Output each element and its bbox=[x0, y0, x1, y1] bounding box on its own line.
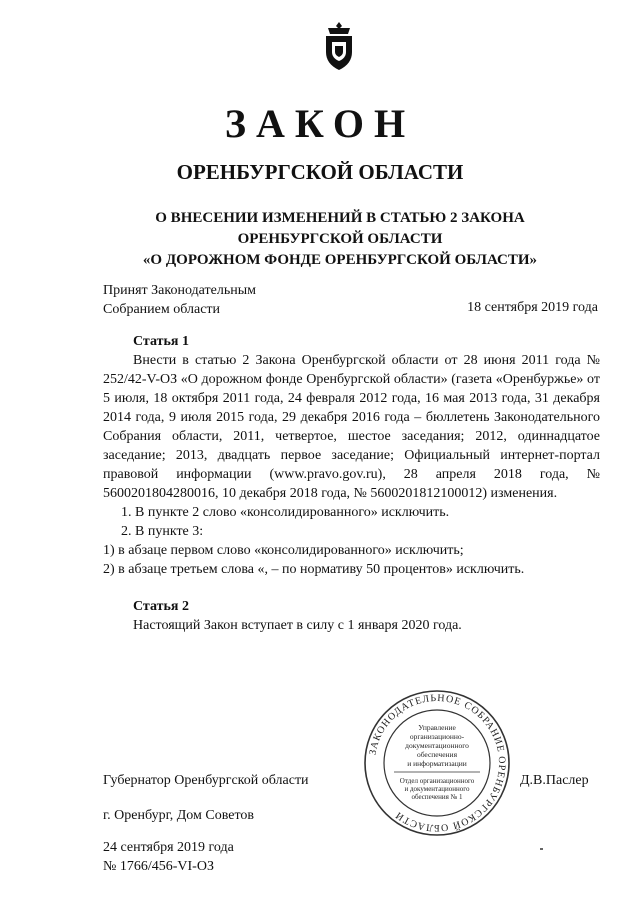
stamp-line: обеспечения bbox=[416, 750, 458, 759]
stamp-line: организационно- bbox=[409, 732, 465, 741]
adoption-block bbox=[103, 281, 256, 319]
stamp-line: и информатизации bbox=[407, 759, 467, 768]
article-2-title: Статья 2 bbox=[133, 599, 189, 614]
article-1-item-2: 2. В пункте 3: bbox=[121, 524, 204, 539]
signer-name: Д.В.Паслер bbox=[520, 773, 589, 788]
article-2-text: Настоящий Закон вступает в силу с 1 января 2020 года. bbox=[133, 618, 462, 633]
stamp-dept-line: и документационного bbox=[404, 785, 470, 793]
article-1 bbox=[103, 332, 600, 579]
signing-place: г. Оренбург, Дом Советов bbox=[103, 808, 254, 823]
stamp-line: Управление bbox=[418, 723, 456, 732]
heading-line: «О ДОРОЖНОМ ФОНДЕ ОРЕНБУРГСКОЙ ОБЛАСТИ» bbox=[142, 252, 538, 268]
stamp-line: документационного bbox=[405, 741, 469, 750]
stamp-ring-text: ЗАКОНОДАТЕЛЬНОЕ СОБРАНИЕ ОРЕНБУРГСКОЙ ОБЛАСТИ bbox=[367, 692, 508, 834]
adoption-date: 18 сентября 2019 года bbox=[467, 300, 598, 315]
adoption-line-1: Принят Законодательным bbox=[103, 283, 256, 298]
article-2 bbox=[103, 597, 600, 635]
document-subtitle: ОРЕНБУРГСКОЙ ОБЛАСТИ bbox=[176, 160, 464, 184]
governor-title: Губернатор Оренбургской области bbox=[103, 773, 309, 788]
law-number: № 1766/456-VI-ОЗ bbox=[103, 859, 214, 874]
scan-speck bbox=[540, 848, 543, 850]
stamp-dept-line: обеспечения № 1 bbox=[411, 793, 463, 801]
law-heading bbox=[100, 208, 580, 271]
article-1-title: Статья 1 bbox=[133, 334, 189, 349]
article-1-intro: Внести в статью 2 Закона Оренбургской области от 28 июня 2011 года № 252/42-V-ОЗ «О дорожном фонде Оренбургской области» (газета «Оренбуржье» от 5 июля, 18 октября 2011 года, 24 февраля 2012 года, 16 мая 2013 года, 31 декабря 2014 года, 9 июля 2015 года, 29 декабря 2016 года – бюллетень Законодательного Собрания области, 2011, четвертое, шестое заседания; 2012, одиннадцатое заседание; 2013, двадцать первое заседание; Официальный интернет-портал правовой информации (www.pravo.gov.ru), 28 апреля 2018 года, № 5600201804280016, 10 декабря 2018 года, № 5600201812100012) изменения. bbox=[103, 353, 600, 501]
article-1-subitem-1: 1) в абзаце первом слово «консолидированного» исключить; bbox=[103, 543, 464, 558]
heading-line: О ВНЕСЕНИИ ИЗМЕНЕНИЙ В СТАТЬЮ 2 ЗАКОНА bbox=[155, 210, 525, 226]
heading-line: ОРЕНБУРГСКОЙ ОБЛАСТИ bbox=[237, 231, 443, 247]
document-title: ЗАКОН bbox=[224, 101, 416, 146]
signing-date: 24 сентября 2019 года bbox=[103, 840, 234, 855]
stamp-dept-line: Отдел организационного bbox=[399, 777, 475, 785]
official-stamp bbox=[362, 688, 512, 838]
article-1-subitem-2: 2) в абзаце третьем слова «, – по нормативу 50 процентов» исключить. bbox=[103, 562, 525, 577]
signing-details bbox=[103, 838, 234, 876]
coat-of-arms-icon bbox=[318, 20, 360, 72]
adoption-line-2: Собранием области bbox=[103, 302, 221, 317]
article-1-item-1: 1. В пункте 2 слово «консолидированного» исключить. bbox=[121, 505, 450, 520]
